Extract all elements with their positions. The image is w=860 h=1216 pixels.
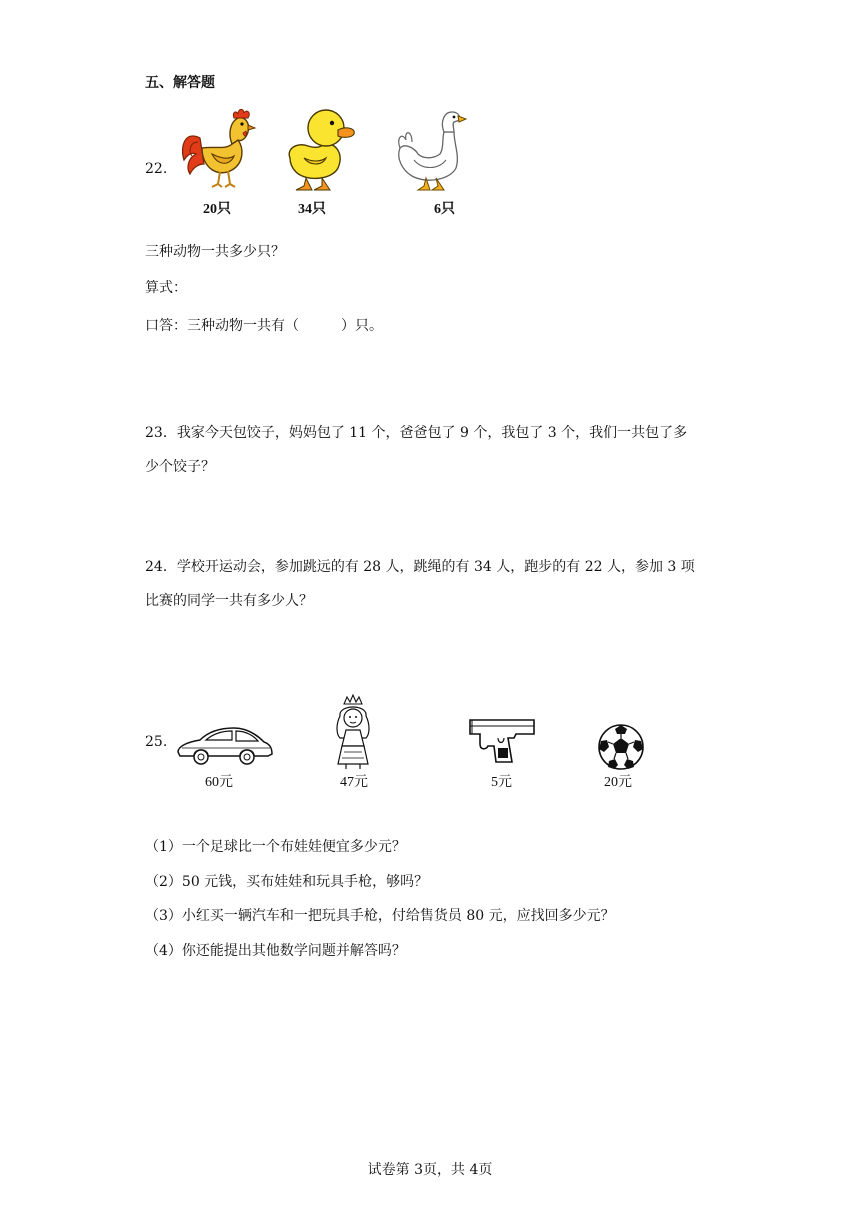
question-23-line-1: 23．我家今天包饺子，妈妈包了 11 个，爸爸包了 9 个，我包了 3 个，我们一共包了多	[145, 425, 688, 441]
page-footer: 试卷第 3页，共 4页	[367, 1162, 493, 1178]
section-title: 五、解答题	[145, 75, 215, 91]
answer-prefix: 口答：三种动物一共有（	[145, 318, 299, 334]
rooster-count: 20只	[203, 202, 231, 217]
doll-illustration	[330, 694, 376, 770]
car-illustration	[174, 722, 274, 768]
duckling-count: 34只	[298, 202, 326, 217]
formula-label: 算式：	[145, 280, 187, 296]
question-23-line-2: 少个饺子？	[145, 459, 215, 475]
question-24-line-2: 比赛的同学一共有多少人？	[145, 593, 313, 609]
sub-question-1: （1）一个足球比一个布娃娃便宜多少元？	[145, 839, 406, 855]
rooster-illustration	[178, 108, 256, 188]
sub-question-2: （2）50 元钱，买布娃娃和玩具手枪，够吗？	[145, 874, 429, 890]
answer-line	[145, 316, 383, 336]
answer-suffix: ）只。	[341, 318, 383, 334]
toy-gun-illustration	[468, 716, 540, 766]
toy-gun-price: 5元	[491, 775, 512, 790]
question-22-number: 22.	[145, 161, 168, 177]
soccer-ball-price: 20元	[604, 775, 632, 790]
goose-count: 6只	[434, 202, 455, 217]
question-24-line-1: 24．学校开运动会，参加跳远的有 28 人，跳绳的有 34 人，跑步的有 22 人，参加 3 项	[145, 559, 695, 575]
doll-price: 47元	[340, 775, 368, 790]
question-22-text: 三种动物一共多少只？	[145, 244, 285, 260]
sub-question-3: （3）小红买一辆汽车和一把玩具手枪，付给售货员 80 元，应找回多少元？	[145, 908, 615, 924]
question-25-number: 25.	[145, 734, 168, 750]
goose-illustration	[396, 108, 466, 192]
duckling-illustration	[284, 106, 358, 192]
car-price: 60元	[205, 775, 233, 790]
sub-question-4: （4）你还能提出其他数学问题并解答吗？	[145, 943, 406, 959]
soccer-ball-illustration	[597, 723, 645, 771]
